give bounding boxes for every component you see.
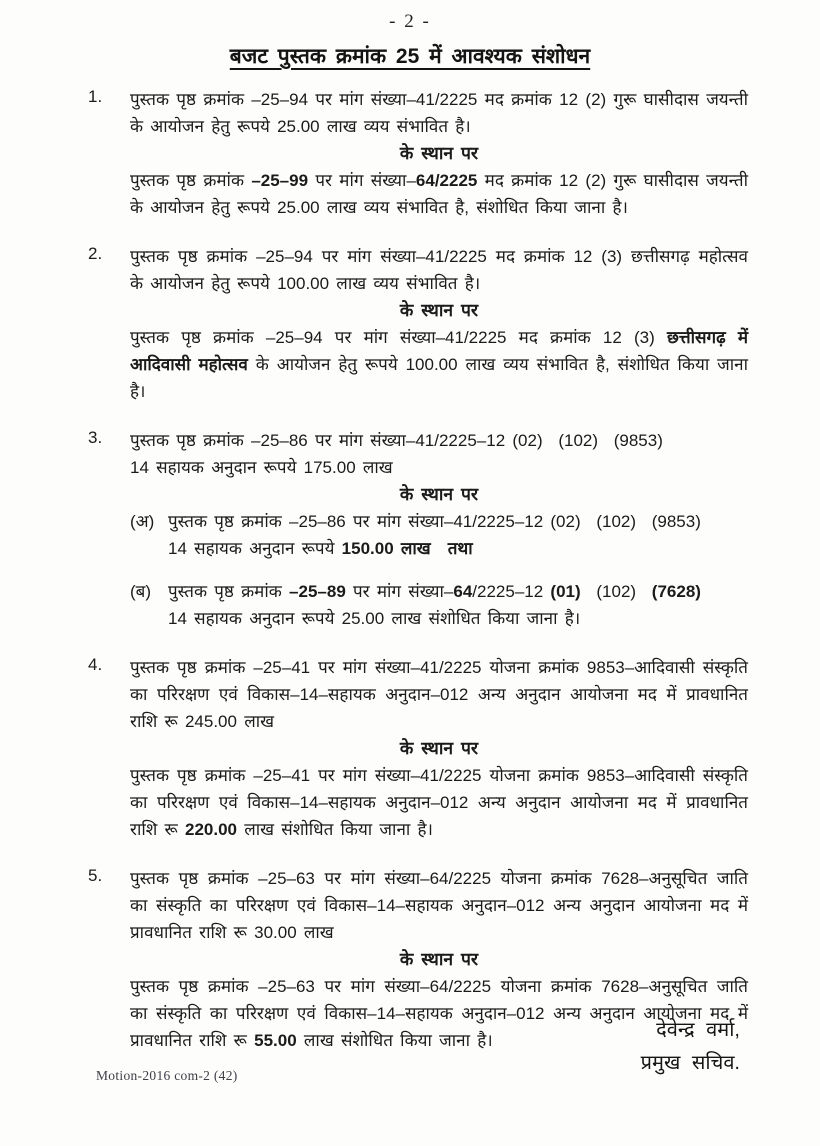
text-run: पुस्तक पृष्ठ क्रमांक –25–63 पर मांग संख्या–64/2225 योजना क्रमांक 7628–अनुसूचित जाति का संस्कृति का परिरक्षण एवं विकास–14–सहायक अनुदान–012 अन्य अनुदान आयोजना मद में प्रावधानित राशि रू (130, 977, 748, 1050)
sub-item-paragraph (168, 508, 748, 562)
item-number: 1. (88, 87, 103, 106)
footer-reference: Motion-2016 com-2 (42) (96, 1068, 238, 1083)
bold-text-run: (01) (550, 582, 581, 601)
text-run: मद क्रमांक 12 (2) गुरू घासीदास जयन्ती के आयोजन हेतु रूपये 25.00 लाख व्यय संभावित है, संशोधित किया जाना है। (130, 171, 748, 217)
text-run: पुस्तक पृष्ठ क्रमांक –25–94 पर मांग संख्या–41/2225 मद क्रमांक 12 (3) (130, 328, 667, 347)
page-title: बजट पुस्तक क्रमांक 25 में आवश्यक संशोधन (229, 45, 591, 68)
text-run: पर मांग संख्या– (308, 171, 416, 190)
text-run: पुस्तक पृष्ठ क्रमांक –25–94 पर मांग संख्या–41/2225 मद क्रमांक 12 (2) गुरू घासीदास जयन्ती के आयोजन हेतु रूपये 25.00 लाख व्यय संभावित है। (130, 90, 748, 136)
text-run: पुस्तक पृष्ठ क्रमांक –25–63 पर मांग संख्या–64/2225 योजना क्रमांक 7628–अनुसूचित जाति का संस्कृति का परिरक्षण एवं विकास–14–सहायक अनुदान–012 अन्य अनुदान आयोजना मद में प्रावधानित राशि रू 30.00 लाख (130, 869, 748, 942)
text-run: 14 सहायक अनुदान रूपये (168, 539, 342, 558)
text-run: पर मांग संख्या– (345, 582, 454, 601)
amendment-item (88, 86, 748, 221)
bold-text-run: 64/2225 (415, 171, 478, 190)
bold-text-run: 64 (453, 582, 473, 601)
item-paragraph (130, 654, 748, 735)
signatory-name: देवेन्द्र वर्मा, (656, 1019, 740, 1041)
bold-text-run: तथा (447, 539, 473, 558)
text-run: 14 सहायक अनुदान रूपये 25.00 लाख संशोधित किया जाना है। (168, 609, 581, 628)
bold-text-run: 55.00 (254, 1031, 297, 1050)
item-paragraph (130, 86, 748, 140)
replace-heading (130, 481, 748, 508)
item-content (130, 243, 748, 405)
bold-text-run: छत्तीसगढ़ में आदिवासी महोत्सव (130, 328, 748, 374)
item-paragraph (130, 324, 748, 405)
text-run: के स्थान पर (399, 143, 479, 163)
item-number: 4. (88, 655, 103, 674)
item-number: 5. (88, 866, 103, 885)
text-run: के स्थान पर (399, 484, 479, 504)
item-paragraph (130, 167, 748, 221)
item-content (130, 427, 748, 632)
signature-block (641, 1014, 740, 1080)
text-run: पुस्तक पृष्ठ क्रमांक –25–86 पर मांग संख्या–41/2225–12 (02) (102) (9853) (130, 431, 663, 450)
bold-text-run: –25–89 (289, 582, 346, 601)
text-run: लाख संशोधित किया जाना है। (236, 820, 433, 839)
item-paragraph (130, 427, 748, 481)
replace-heading (130, 140, 748, 167)
bold-text-run: –25–99 (251, 171, 309, 190)
amendment-item (88, 654, 748, 843)
text-run: लाख संशोधित किया जाना है। (296, 1031, 493, 1050)
item-number: 2. (88, 244, 103, 263)
text-run: (102) (580, 582, 652, 601)
page-number: - 2 - (389, 11, 431, 32)
text-run: पुस्तक पृष्ठ क्रमांक –25–86 पर मांग संख्या–41/2225–12 (02) (102) (9853) (168, 512, 701, 531)
text-run: पुस्तक पृष्ठ क्रमांक –25–41 पर मांग संख्या–41/2225 योजना क्रमांक 9853–आदिवासी संस्कृति का परिरक्षण एवं विकास–14–सहायक अनुदान–012 अन्य अनुदान आयोजना मद में प्रावधानित राशि रू (130, 766, 748, 839)
sub-item-marker: (ब) (130, 582, 152, 601)
item-paragraph (130, 865, 748, 946)
item-content (130, 86, 748, 221)
text-run: के स्थान पर (399, 738, 479, 758)
sub-item-marker: (अ) (130, 512, 155, 531)
sub-item-paragraph (168, 578, 748, 632)
text-run (431, 539, 448, 558)
item-content (130, 654, 748, 843)
item-paragraph (130, 243, 748, 297)
text-run: के स्थान पर (399, 300, 479, 320)
replace-heading (130, 297, 748, 324)
text-run: 14 सहायक अनुदान रूपये 175.00 लाख (130, 458, 393, 477)
text-run: के स्थान पर (399, 949, 479, 969)
bold-text-run: 220.00 (184, 820, 237, 839)
amendment-item (88, 243, 748, 405)
amendment-list (0, 86, 820, 1054)
sub-item (130, 578, 748, 632)
bold-text-run: (7628) (651, 582, 701, 601)
signatory-title: प्रमुख सचिव. (640, 1052, 740, 1074)
item-number: 3. (88, 428, 103, 447)
amendment-item (88, 427, 748, 632)
replace-heading (130, 946, 748, 973)
bold-text-run: 150.00 लाख (341, 539, 431, 558)
replace-heading (130, 735, 748, 762)
sub-item (130, 508, 748, 562)
text-run: /2225–12 (472, 582, 551, 601)
text-run: पुस्तक पृष्ठ क्रमांक (130, 171, 252, 190)
item-paragraph (130, 762, 748, 843)
text-run: पुस्तक पृष्ठ क्रमांक –25–41 पर मांग संख्या–41/2225 योजना क्रमांक 9853–आदिवासी संस्कृति का परिरक्षण एवं विकास–14–सहायक अनुदान–012 अन्य अनुदान आयोजना मद में प्रावधानित राशि रू 245.00 लाख (130, 658, 748, 731)
text-run: पुस्तक पृष्ठ क्रमांक (168, 582, 290, 601)
text-run: पुस्तक पृष्ठ क्रमांक –25–94 पर मांग संख्या–41/2225 मद क्रमांक 12 (3) छत्तीसगढ़ महोत्सव के आयोजन हेतु रूपये 100.00 लाख व्यय संभावित है। (130, 247, 748, 293)
text-run: के आयोजन हेतु रूपये 100.00 लाख व्यय संभावित है, संशोधित किया जाना है। (130, 355, 748, 401)
